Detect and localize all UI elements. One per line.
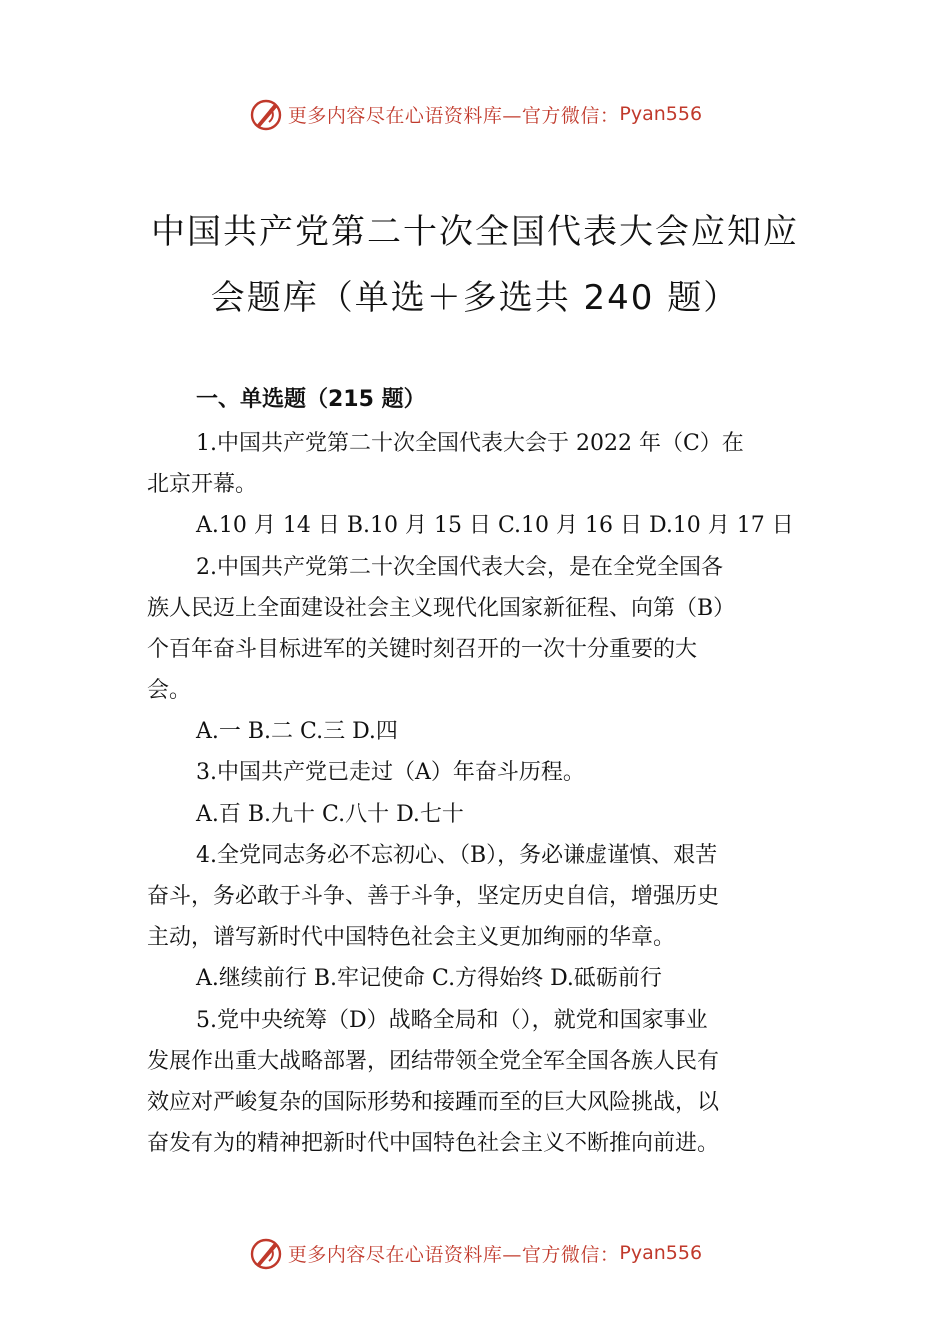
banner-wechat-handle: Pyan556 (619, 1242, 703, 1264)
question-2-line-1: 2.中国共产党第二十次全国代表大会，是在全党全国各 (196, 555, 723, 580)
question-4-line-3: 主动，谱写新时代中国特色社会主义更加绚丽的华章。 (147, 925, 676, 950)
question-2-options: A.一 B.二 C.三 D.四 (196, 719, 398, 744)
question-3-options: A.百 B.九十 C.八十 D.七十 (196, 802, 464, 827)
question-2-line-4: 会。 (147, 678, 192, 703)
footer-banner (0, 1231, 950, 1275)
question-4-line-2: 奋斗，务必敢于斗争、善于斗争，坚定历史自信，增强历史 (147, 884, 720, 909)
question-1-line-1: 1.中国共产党第二十次全国代表大会于 2022 年（C）在 (196, 431, 744, 456)
question-3-line-1: 3.中国共产党已走过（A）年奋斗历程。 (196, 760, 585, 785)
banner-text: 更多内容尽在心语资料库—官方微信： (287, 104, 620, 127)
question-4-options: A.继续前行 B.牢记使命 C.方得始终 D.砥砺前行 (196, 966, 662, 991)
question-5-line-1: 5.党中央统筹（D）战略全局和（），就党和国家事业 (196, 1008, 708, 1033)
question-1-options: A.10 月 14 日 B.10 月 15 日 C.10 月 16 日 D.10 月 17 日 (196, 513, 794, 538)
document-title-line-2: 会题库（单选＋多选共 240 题） (210, 278, 740, 318)
question-2-line-3: 个百年奋斗目标进军的关键时刻召开的一次十分重要的大 (147, 637, 698, 662)
banner-wechat-handle: Pyan556 (619, 103, 703, 125)
quill-logo-icon (248, 1235, 284, 1271)
quill-logo-icon (248, 96, 284, 132)
question-5-line-3: 效应对严峻复杂的国际形势和接踵而至的巨大风险挑战，以 (147, 1090, 720, 1115)
question-2-line-2: 族人民迈上全面建设社会主义现代化国家新征程、向第（B） (147, 596, 736, 621)
question-5-line-4: 奋发有为的精神把新时代中国特色社会主义不断推向前进。 (147, 1131, 720, 1156)
question-5-line-2: 发展作出重大战略部署，团结带领全党全军全国各族人民有 (147, 1049, 720, 1074)
question-1-line-2: 北京开幕。 (147, 472, 258, 497)
document-title-line-1: 中国共产党第二十次全国代表大会应知应 (151, 212, 799, 252)
banner-text: 更多内容尽在心语资料库—官方微信： (287, 1243, 620, 1266)
header-banner (0, 92, 950, 136)
section-heading: 一、单选题（215 题） (196, 387, 426, 412)
question-4-line-1: 4.全党同志务必不忘初心、（B），务必谦虚谨慎、艰苦 (196, 843, 718, 868)
